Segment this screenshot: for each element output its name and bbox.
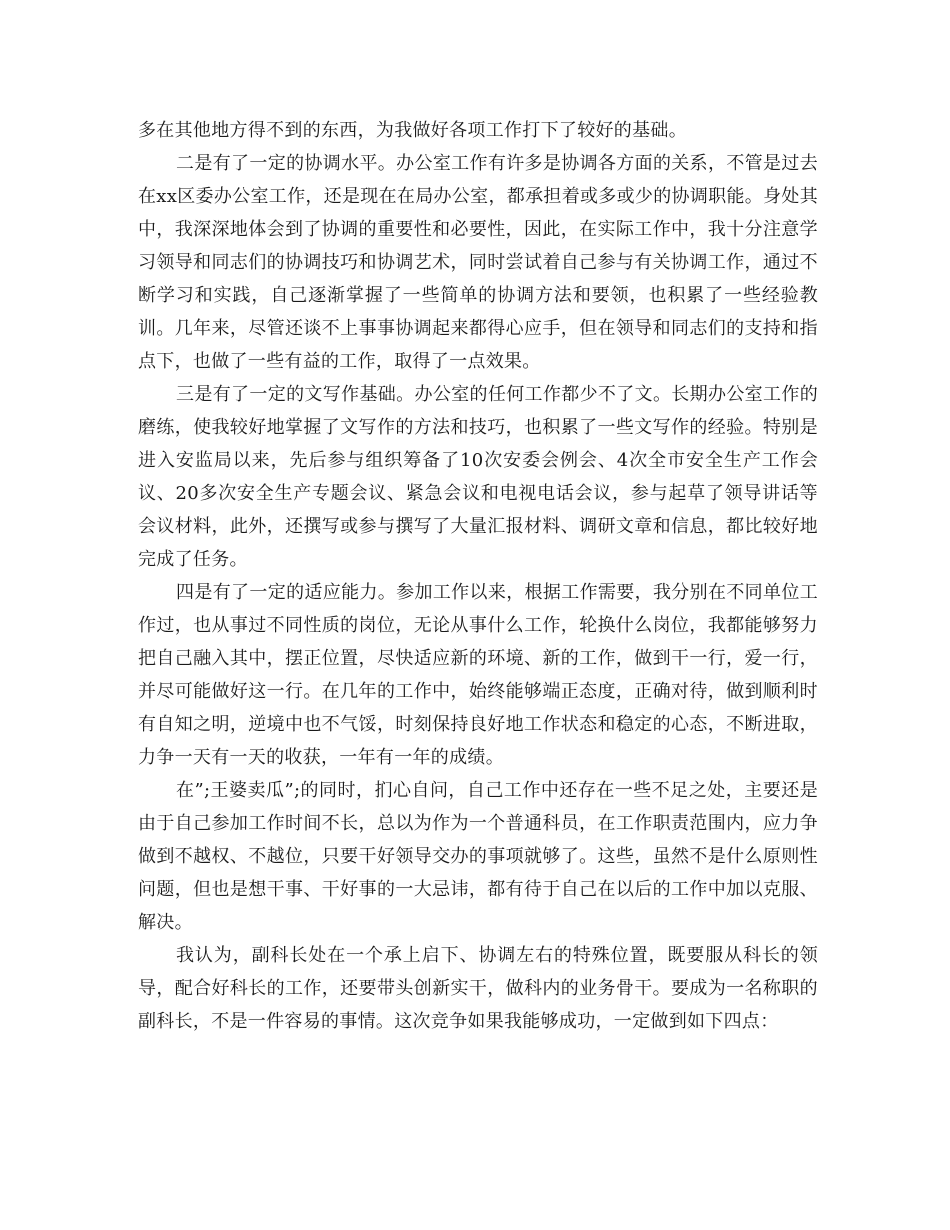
- paragraph-5: 在”;王婆卖瓜”;的同时，扪心自问，自己工作中还存在一些不足之处，主要还是由于自己参加工作时间不长，总以为作为一个普通科员，在工作职责范围内，应力争做到不越权、不越位，只要干好领导交办的事项就够了。这些，虽然不是什么原则性问题，但也是想干事、干好事的一大忌讳，都有待于自己在以后的工作中加以克服、解决。: [138, 780, 818, 933]
- paragraph-1: 多在其他地方得不到的东西，为我做好各项工作打下了较好的基础。: [138, 120, 687, 141]
- paragraph-2: 二是有了一定的协调水平。办公室工作有许多是协调各方面的关系，不管是过去在xx区委办公室工作，还是现在在局办公室，都承担着或多或少的协调职能。身处其中，我深深地体会到了协调的重要性和必要性，因此，在实际工作中，我十分注意学习领导和同志们的协调技巧和协调艺术，同时尝试着自己参与有关协调工作，通过不断学习和实践，自己逐渐掌握了一些简单的协调方法和要领，也积累了一些经验教训。几年来，尽管还谈不上事事协调起来都得心应手，但在领导和同志们的支持和指点下，也做了一些有益的工作，取得了一点效果。: [138, 153, 818, 372]
- paragraph-4: 四是有了一定的适应能力。参加工作以来，根据工作需要，我分别在不同单位工作过，也从事过不同性质的岗位，无论从事什么工作，轮换什么岗位，我都能够努力把自己融入其中，摆正位置，尽快适应新的环境、新的工作，做到干一行，爱一行，并尽可能做好这一行。在几年的工作中，始终能够端正态度，正确对待，做到顺利时有自知之明，逆境中也不气馁，时刻保持良好地工作状态和稳定的心态，不断进取，力争一天有一天的收获，一年有一年的成绩。: [138, 582, 818, 768]
- paragraph-6: 我认为，副科长处在一个承上启下、协调左右的特殊位置，既要服从科长的领导，配合好科长的工作，还要带头创新实干，做科内的业务骨干。要成为一名称职的副科长，不是一件容易的事情。这次竞争如果我能够成功，一定做到如下四点：: [138, 945, 818, 1032]
- paragraph-3: 三是有了一定的文写作基础。办公室的任何工作都少不了文。长期办公室工作的磨练，使我较好地掌握了文写作的方法和技巧，也积累了一些文写作的经验。特别是进入安监局以来，先后参与组织筹备了10次安委会例会、4次全市安全生产工作会议、20多次安全生产专题会议、紧急会议和电视电话会议，参与起草了领导讲话等会议材料，此外，还撰写或参与撰写了大量汇报材料、调研文章和信息，都比较好地完成了任务。: [138, 384, 818, 570]
- document-body: [138, 114, 818, 1038]
